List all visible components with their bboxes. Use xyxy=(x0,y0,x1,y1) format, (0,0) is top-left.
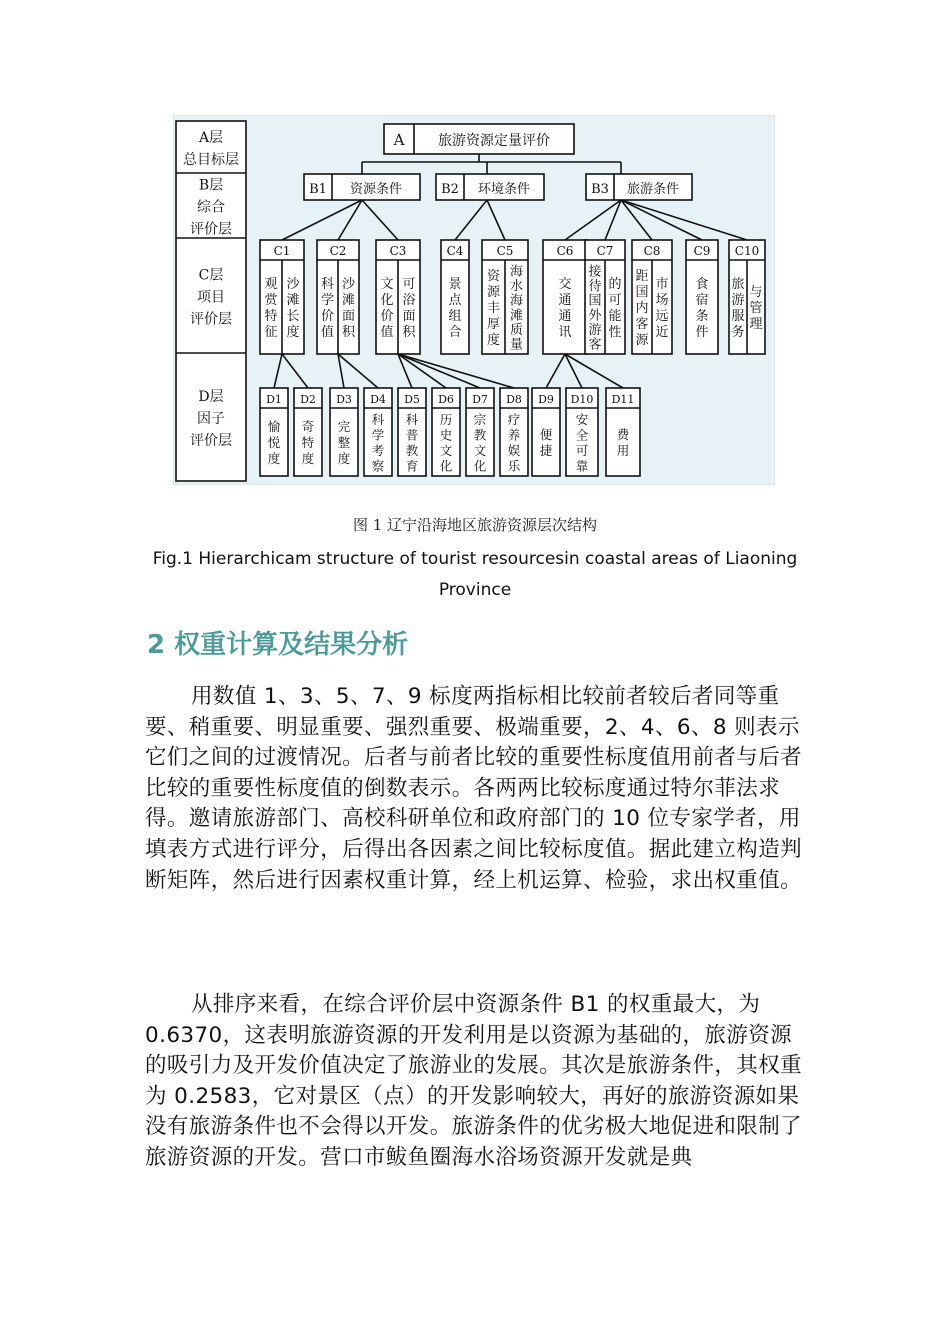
figure-caption-en: Fig.1 Hierarchicam structure of tourist resourcesin coastal areas of Liaoning Province xyxy=(152,549,798,600)
hierarchy-diagram xyxy=(174,116,774,484)
b-node-code: B1 xyxy=(309,182,327,197)
c-node-code: C9 xyxy=(693,244,711,258)
c-node-code: C2 xyxy=(329,244,347,258)
c-node-text: 资源丰厚度 xyxy=(486,269,501,348)
body-paragraph xyxy=(145,682,813,896)
c-node-text: 市场远近 xyxy=(655,277,669,340)
d-node-code: D9 xyxy=(538,393,554,406)
c-node-text: 接待国外游客 xyxy=(588,264,602,353)
c-node-code: C6 xyxy=(556,244,574,258)
c-node-text: 可浴面积 xyxy=(402,277,416,340)
level-label: 综合 xyxy=(197,199,225,216)
section-heading: 2 权重计算及结果分析 xyxy=(147,630,409,660)
d-node-code: D3 xyxy=(336,393,352,406)
c-node-code: C8 xyxy=(643,244,661,258)
c-node-text: 交通通讯 xyxy=(558,277,572,340)
level-label: A层 xyxy=(198,130,224,146)
d-node-code: D5 xyxy=(404,393,420,406)
level-label: 因子 xyxy=(197,411,225,427)
c-node-text: 海水海滩质量 xyxy=(509,264,524,353)
b-node-code: B2 xyxy=(441,182,459,197)
b-node-label: 资源条件 xyxy=(349,182,403,197)
c-node-code: C4 xyxy=(446,244,464,258)
c-node-text: 旅游服务 xyxy=(731,277,745,340)
c-node-text: 文化价值 xyxy=(380,277,394,340)
hierarchy-figure xyxy=(173,115,775,485)
c-node-text: 沙滩长度 xyxy=(286,277,300,340)
level-label: 评价层 xyxy=(190,311,232,328)
level-label: 评价层 xyxy=(190,433,232,449)
c-node-text: 距国内客源 xyxy=(635,269,649,348)
c-node-code: C1 xyxy=(273,244,291,258)
level-label: 项目 xyxy=(197,289,225,306)
c-node-code: C5 xyxy=(496,244,514,258)
c-node-code: C7 xyxy=(596,244,614,258)
c-node-text: 食宿条件 xyxy=(695,277,709,340)
d-node-text: 宗教文化 xyxy=(473,411,487,474)
c-node-text: 的可能性 xyxy=(608,277,622,340)
d-node-code: D6 xyxy=(438,393,454,406)
d-node-text: 科普教育 xyxy=(405,411,419,474)
level-label: C层 xyxy=(198,267,224,284)
paragraph-text: 从排序来看，在综合评价层中资源条件 B1 的权重最大，为 0.6370，这表明旅游资源的开发利用是以资源为基础的，旅游资源的吸引力及开发价值决定了旅游业的发展。其次是旅游条件，其权重为 0.2583，它对景区（点）的开发影响较大，再好的旅游资源如果没有旅游条件也不会得以开发。旅游条件的优劣极大地促进和限制了旅游资源的开发。营口市鲅鱼圈海水浴场资源开发就是典 xyxy=(145,992,803,1170)
d-node-text: 费用 xyxy=(616,427,630,458)
d-node-text: 安全可靠 xyxy=(575,411,589,474)
b-node-code: B3 xyxy=(591,182,609,197)
c-node-code: C3 xyxy=(389,244,407,258)
figure-caption-cn: 图 1 辽宁沿海地区旅游资源层次结构 xyxy=(352,516,598,534)
level-label: D层 xyxy=(198,389,224,405)
d-node-code: D2 xyxy=(300,393,316,406)
d-node-code: D1 xyxy=(266,393,282,406)
d-node-text: 历史文化 xyxy=(439,411,453,474)
d-node-text: 愉悦度 xyxy=(267,419,281,466)
d-node-text: 完整度 xyxy=(337,419,351,466)
a-node-code: A xyxy=(393,131,405,149)
b-node-label: 环境条件 xyxy=(477,182,531,197)
level-label: B层 xyxy=(198,177,224,194)
paragraph-text: 用数值 1、3、5、7、9 标度两指标相比较前者较后者同等重要、稍重要、明显重要、强烈重要、极端重要，2、4、6、8 则表示它们之间的过渡情况。后者与前者比较的重要性标度值用前者与后者比较的重要性标度值的倒数表示。各两两比较标度通过特尔菲法求得。邀请旅游部门、高校科研单位和政府部门的 10 位专家学者，用填表方式进行评分，后得出各因素之间比较标度值。据此建立构造判断矩阵，然后进行因素权重计算，经上机运算、检验，求出权重值。 xyxy=(145,684,803,893)
d-node-code: D11 xyxy=(611,393,635,406)
d-node-code: D8 xyxy=(506,393,522,406)
body-paragraph xyxy=(145,990,813,1174)
d-node-text: 便捷 xyxy=(539,427,553,458)
d-node-text: 科学考察 xyxy=(371,411,385,474)
d-node-code: D10 xyxy=(570,393,594,406)
a-node-label: 旅游资源定量评价 xyxy=(438,133,550,149)
level-label: 评价层 xyxy=(190,221,232,238)
c-node-text: 沙滩面积 xyxy=(341,277,356,340)
c-node-text: 与管理 xyxy=(749,285,763,332)
d-node-code: D4 xyxy=(370,393,386,406)
d-node-text: 疗养娱乐 xyxy=(507,411,521,474)
c-node-text: 观赏特征 xyxy=(264,277,278,340)
d-node-code: D7 xyxy=(472,393,488,406)
c-node-code: C10 xyxy=(734,244,760,258)
c-node-text: 科学价值 xyxy=(320,277,335,340)
level-label: 总目标层 xyxy=(183,152,239,168)
c-node-text: 景点组合 xyxy=(448,277,462,340)
d-node-text: 奇特度 xyxy=(301,419,315,466)
b-node-label: 旅游条件 xyxy=(626,182,680,197)
